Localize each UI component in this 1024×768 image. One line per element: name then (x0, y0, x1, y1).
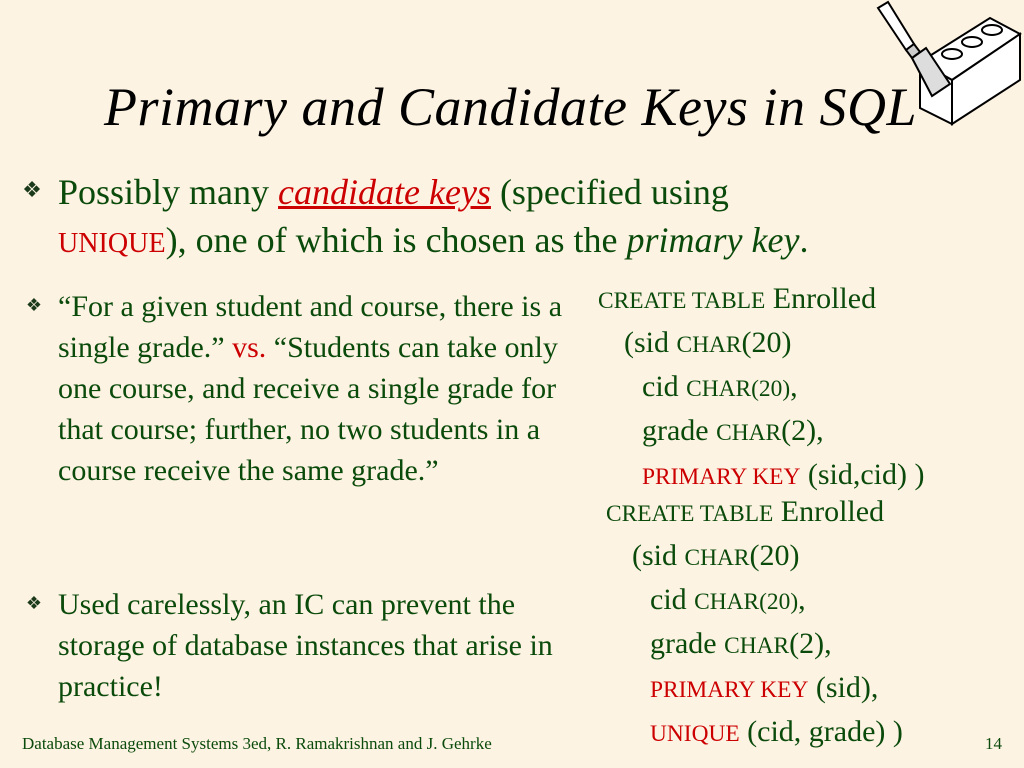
table-name: Enrolled (773, 495, 885, 528)
sql1-line-4 (598, 410, 924, 454)
diamond-bullet-icon: ❖ (25, 593, 43, 613)
bullet-careless-ic (25, 584, 578, 707)
sql-text: cid (642, 370, 687, 403)
sql2-line-6 (606, 711, 903, 755)
sql-keyword: CHAR (684, 545, 750, 571)
sql-keyword: CHAR (724, 633, 790, 659)
sql-keyword: CREATE TABLE (598, 288, 766, 314)
diamond-bullet-icon: ❖ (25, 295, 43, 315)
sql1-line-2 (598, 322, 924, 366)
sql-block-2 (606, 491, 903, 755)
bullet2-text-3: “Students can take only one course, and receive a single grade for that course; further, no two students in a course receive the same grade.” (58, 331, 558, 487)
sql-text: (cid, grade) ) (739, 715, 903, 748)
sql-keyword: CHAR(20) (686, 376, 791, 402)
sql-keyword-highlight: UNIQUE (650, 721, 740, 747)
sql-keyword: CHAR (716, 420, 782, 446)
brick-trowel-icon (860, 0, 1024, 128)
sql-text: (2), (789, 627, 832, 660)
candidate-keys-term: candidate keys (278, 172, 491, 212)
sql-text: (sid), (808, 671, 879, 704)
unique-keyword: UNIQUE (58, 228, 166, 259)
sql2-line-1 (606, 491, 903, 535)
bullet-candidate-keys (22, 168, 978, 268)
sql-keyword: CHAR(20) (694, 589, 799, 615)
sql-text: (2), (781, 414, 824, 447)
sql-text: (sid,cid) ) (800, 458, 925, 491)
sql-text: cid (650, 583, 695, 616)
table-name: Enrolled (765, 282, 877, 315)
bullet1-text-1: Possibly many (58, 172, 279, 212)
sql-text: (sid (632, 539, 685, 572)
sql-text: grade (650, 627, 725, 660)
sql-keyword: CREATE TABLE (606, 501, 774, 527)
sql-keyword-highlight: PRIMARY KEY (642, 464, 801, 490)
footer-citation: Database Management Systems 3ed, R. Ramakrishnan and J. Gehrke (22, 734, 492, 753)
primary-key-term: primary key (626, 220, 800, 260)
sql2-line-5 (606, 667, 903, 711)
sql-text: (20) (749, 539, 800, 572)
bullet-grade-example (25, 286, 578, 491)
bullet3-text: Used carelessly, an IC can prevent the storage of database instances that arise in practice! (58, 588, 553, 703)
sql-keyword: CHAR (676, 332, 742, 358)
sql-text: , (790, 370, 798, 403)
bullet1-text-7: . (799, 220, 809, 260)
vs-label: vs. (232, 331, 267, 364)
sql2-line-2 (606, 535, 903, 579)
sql-keyword-highlight: PRIMARY KEY (650, 677, 809, 703)
bullet1-text-5: ), one of which is chosen as the (165, 220, 627, 260)
sql-text: , (798, 583, 806, 616)
sql2-line-4 (606, 623, 903, 667)
slide-title: Primary and Candidate Keys in SQL (104, 77, 917, 137)
sql1-line-1 (598, 278, 924, 322)
bullet1-text-3: (specified using (490, 172, 729, 212)
sql-block-1 (598, 278, 924, 498)
sql-text: (20) (741, 326, 792, 359)
diamond-bullet-icon: ❖ (22, 177, 42, 202)
sql-text: grade (642, 414, 717, 447)
page-number: 14 (985, 734, 1002, 753)
sql-text: (sid (624, 326, 677, 359)
sql1-line-3 (598, 366, 924, 410)
bullet2-text-1: “For a given student and course, there is a single grade.” (58, 290, 563, 364)
sql2-line-3 (606, 579, 903, 623)
